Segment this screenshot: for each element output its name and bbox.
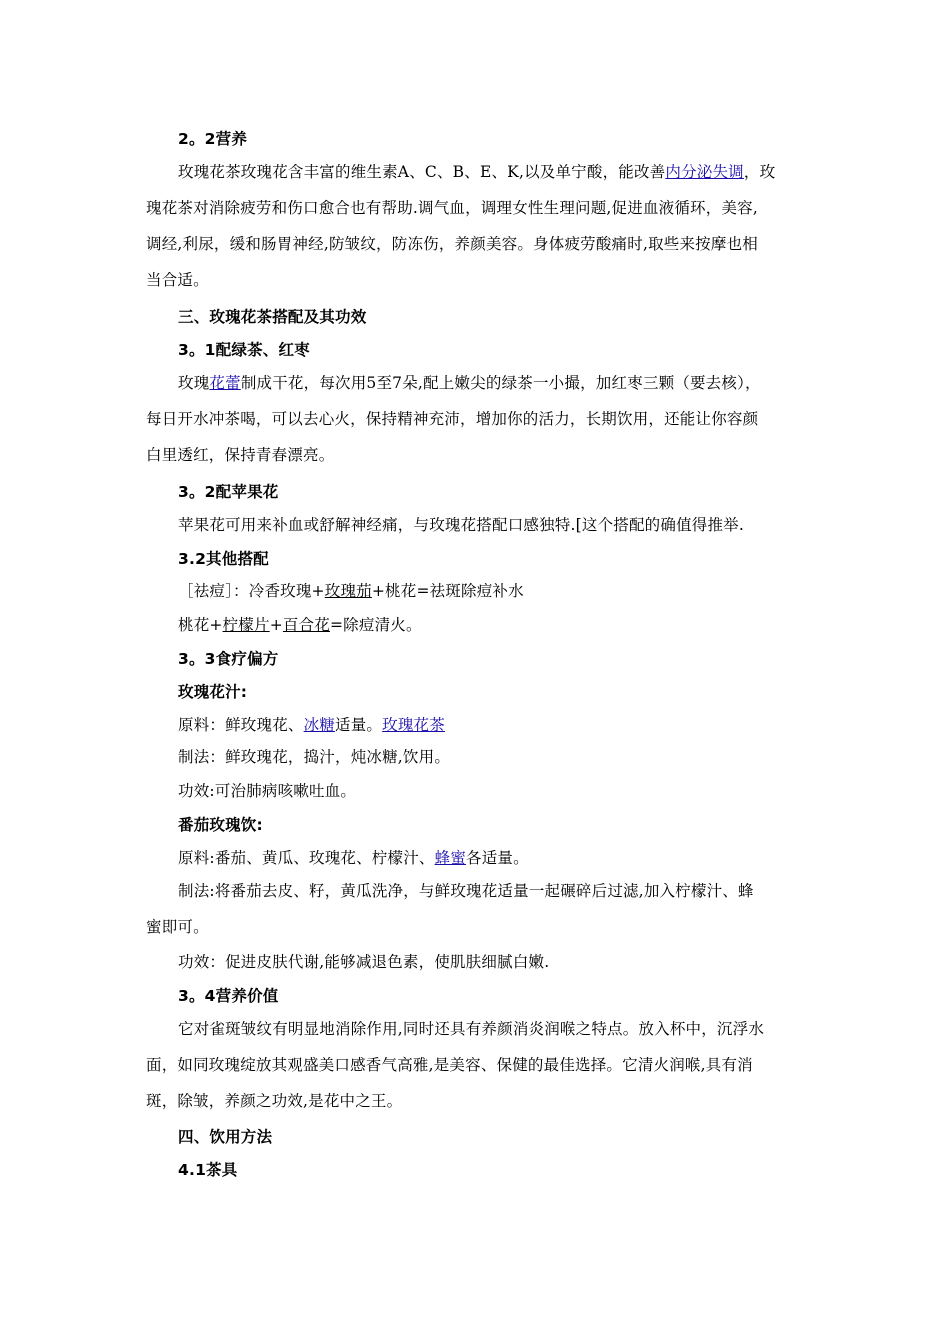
text-span: 原料:番茄、黄瓜、玫瑰花、柠檬汁、 — [178, 849, 435, 867]
paragraph-line — [178, 580, 524, 602]
text-span: 适量。 — [335, 716, 383, 734]
text-span: 玫瑰 — [178, 374, 210, 392]
link-rose-tea[interactable]: 玫瑰花茶 — [382, 716, 445, 734]
section-heading-3-2: 3。2配苹果花 — [178, 483, 279, 501]
link-flower-bud[interactable]: 花蕾 — [209, 374, 241, 392]
paragraph-line — [178, 714, 445, 736]
paragraph-line: 苹果花可用来补血或舒解神经痛，与玫瑰花搭配口感独特.[这个搭配的确值得推举. — [178, 516, 745, 534]
paragraph-line: 斑，除皱，养颜之功效,是花中之王。 — [146, 1092, 403, 1110]
text-span: +桃花=祛斑除痘补水 — [371, 582, 524, 600]
section-heading-3-2-other: 3.2其他搭配 — [178, 550, 269, 568]
paragraph-line: 功效:可治肺病咳嗽吐血。 — [178, 782, 357, 800]
text-span: ［祛痘］：冷香玫瑰+ — [178, 582, 325, 600]
link-rock-sugar[interactable]: 冰糖 — [303, 716, 336, 734]
section-heading-4-1: 4.1茶具 — [178, 1161, 238, 1179]
paragraph-line: 面，如同玫瑰绽放其观盛美口感香气高雅,是美容、保健的最佳选择。它清火润喉,具有消 — [146, 1056, 753, 1074]
text-span: + — [269, 616, 283, 634]
section-heading-3-3: 3。3食疗偏方 — [178, 650, 279, 668]
paragraph-line — [178, 847, 529, 869]
paragraph-line: 制法：鲜玫瑰花，捣汁，炖冰糖,饮用。 — [178, 748, 451, 766]
text-span: 原料：鲜玫瑰花、 — [178, 716, 304, 734]
paragraph-line: 当合适。 — [146, 271, 209, 289]
paragraph-line: 功效：促进皮肤代谢,能够减退色素，使肌肤细腻白嫩. — [178, 953, 550, 971]
text-span: =除痘清火。 — [330, 616, 422, 634]
section-heading-3-4: 3。4营养价值 — [178, 987, 279, 1005]
text-span: 各适量。 — [466, 849, 529, 867]
paragraph-line: 制法:将番茄去皮、籽，黄瓜洗净，与鲜玫瑰花适量一起碾碎后过滤,加入柠檬汁、蜂 — [178, 882, 754, 900]
text-span: ，玫 — [743, 163, 776, 181]
section-heading-4: 四、饮用方法 — [178, 1128, 273, 1146]
link-endocrine[interactable]: 内分泌失调 — [665, 163, 744, 181]
underlined-term-roselle: 玫瑰茄 — [324, 582, 372, 600]
text-span: 制成干花，每次用5至7朵,配上嫩尖的绿茶一小撮，加红枣三颗（要去核）， — [240, 374, 761, 392]
paragraph-line — [178, 161, 775, 183]
section-heading-3-1: 3。1配绿茶、红枣 — [178, 341, 310, 359]
section-heading-2-2: 2。2营养 — [178, 130, 248, 148]
paragraph-line: 蜜即可。 — [146, 918, 209, 936]
recipe-title-rose-juice: 玫瑰花汁: — [178, 683, 248, 701]
paragraph-line: 调经,利尿，缓和肠胃神经,防皱纹，防冻伤，养颜美容。身体疲劳酸痛时,取些来按摩也相 — [146, 235, 758, 253]
paragraph-line: 白里透红，保持青春漂亮。 — [146, 446, 335, 464]
underlined-term-lemon: 柠檬片 — [222, 616, 270, 634]
paragraph-line — [178, 372, 761, 394]
underlined-term-lily: 百合花 — [282, 616, 330, 634]
link-honey[interactable]: 蜂蜜 — [434, 849, 467, 867]
text-span: 玫瑰花茶玫瑰花含丰富的维生素A、C、B、E、K,以及单宁酸，能改善 — [178, 163, 666, 181]
paragraph-line — [178, 614, 422, 636]
section-heading-3: 三、玫瑰花茶搭配及其功效 — [178, 308, 367, 326]
paragraph-line: 它对雀斑皱纹有明显地消除作用,同时还具有养颜消炎润喉之特点。放入杯中，沉浮水 — [178, 1020, 765, 1038]
paragraph-line: 瑰花茶对消除疲劳和伤口愈合也有帮助.调气血，调理女性生理问题,促进血液循环，美容, — [146, 199, 758, 217]
text-span: 桃花+ — [178, 616, 223, 634]
recipe-title-tomato-rose: 番茄玫瑰饮: — [178, 816, 263, 834]
paragraph-line: 每日开水冲茶喝，可以去心火，保持精神充沛，增加你的活力，长期饮用，还能让你容颜 — [146, 410, 759, 428]
